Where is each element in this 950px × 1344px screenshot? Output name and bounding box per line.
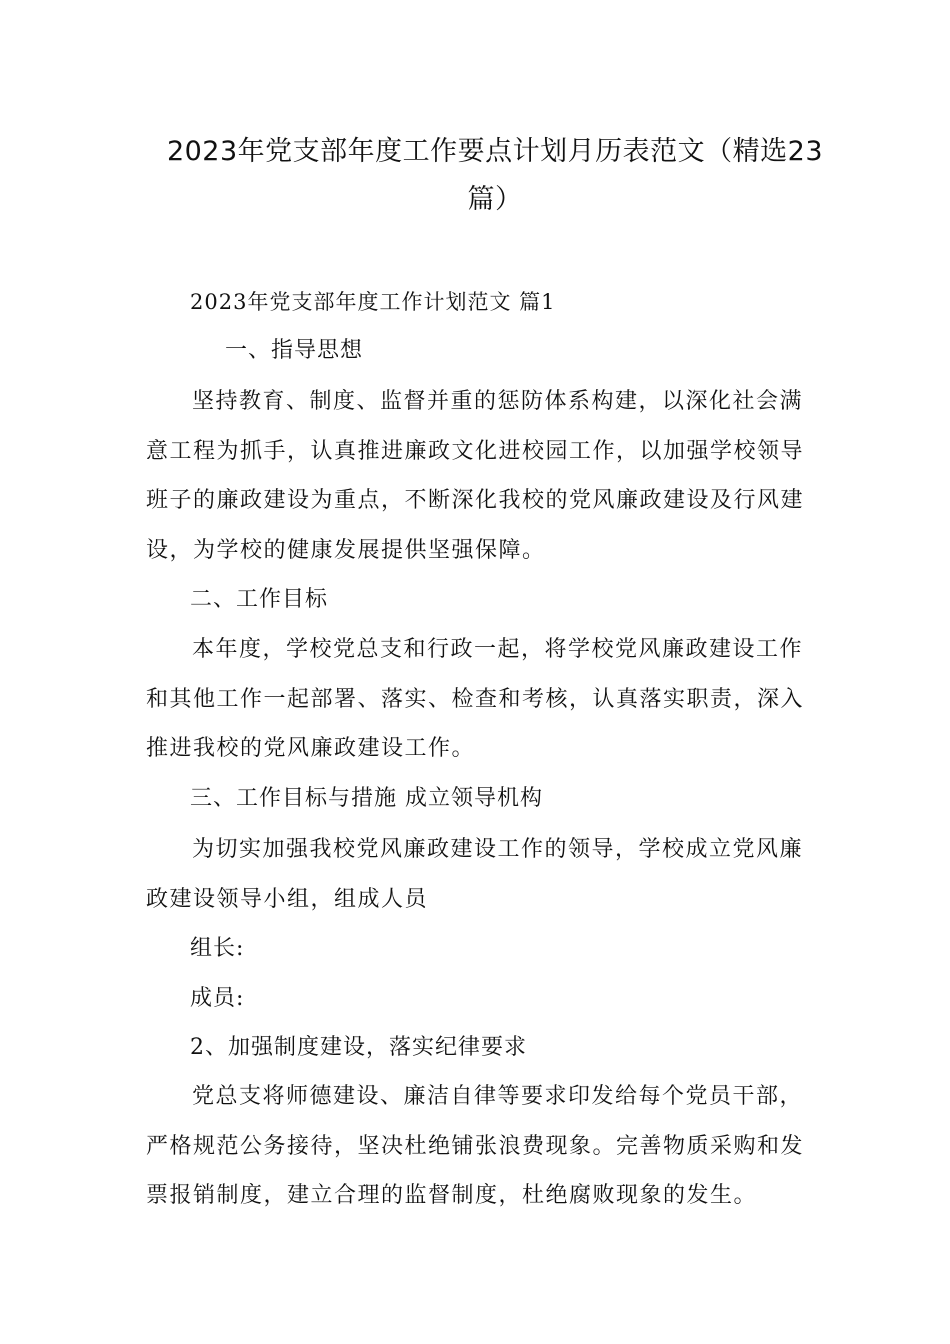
item-paragraph-system-building: 党总支将师德建设、廉洁自律等要求印发给每个党员干部，严格规范公务接待，坚决杜绝铺张浪费现象。完善物质采购和发票报销制度，建立合理的监督制度，杜绝腐败现象的发生。 <box>146 1084 805 1208</box>
members-label: 成员: <box>190 986 245 1011</box>
section-heading-guiding-ideology: 一、指导思想 <box>225 338 364 363</box>
section-paragraph-work-goals: 本年度，学校党总支和行政一起，将学校党风廉政建设工作和其他工作一起部署、落实、检查和考核，认真落实职责，深入推进我校的党风廉政建设工作。 <box>146 637 805 761</box>
section-heading-goals-measures: 三、工作目标与措施 成立领导机构 <box>190 786 543 811</box>
section-heading-work-goals: 二、工作目标 <box>190 587 329 612</box>
section-paragraph-guiding-ideology: 坚持教育、制度、监督并重的惩防体系构建，以深化社会满意工程为抓手，认真推进廉政文化进校园工作，以加强学校领导班子的廉政建设为重点，不断深化我校的党风廉政建设及行风建设，为学校的健康发展提供坚强保障。 <box>146 389 805 563</box>
leader-label: 组长: <box>190 936 245 961</box>
section-paragraph-goals-measures: 为切实加强我校党风廉政建设工作的领导，学校成立党风廉政建设领导小组，组成人员 <box>146 837 804 912</box>
article-subtitle: 2023年党支部年度工作计划范文 篇1 <box>190 290 556 314</box>
item-heading-system-building: 2、加强制度建设，落实纪律要求 <box>190 1035 527 1060</box>
document-title: 2023年党支部年度工作要点计划月历表范文（精选23篇） <box>166 136 824 215</box>
